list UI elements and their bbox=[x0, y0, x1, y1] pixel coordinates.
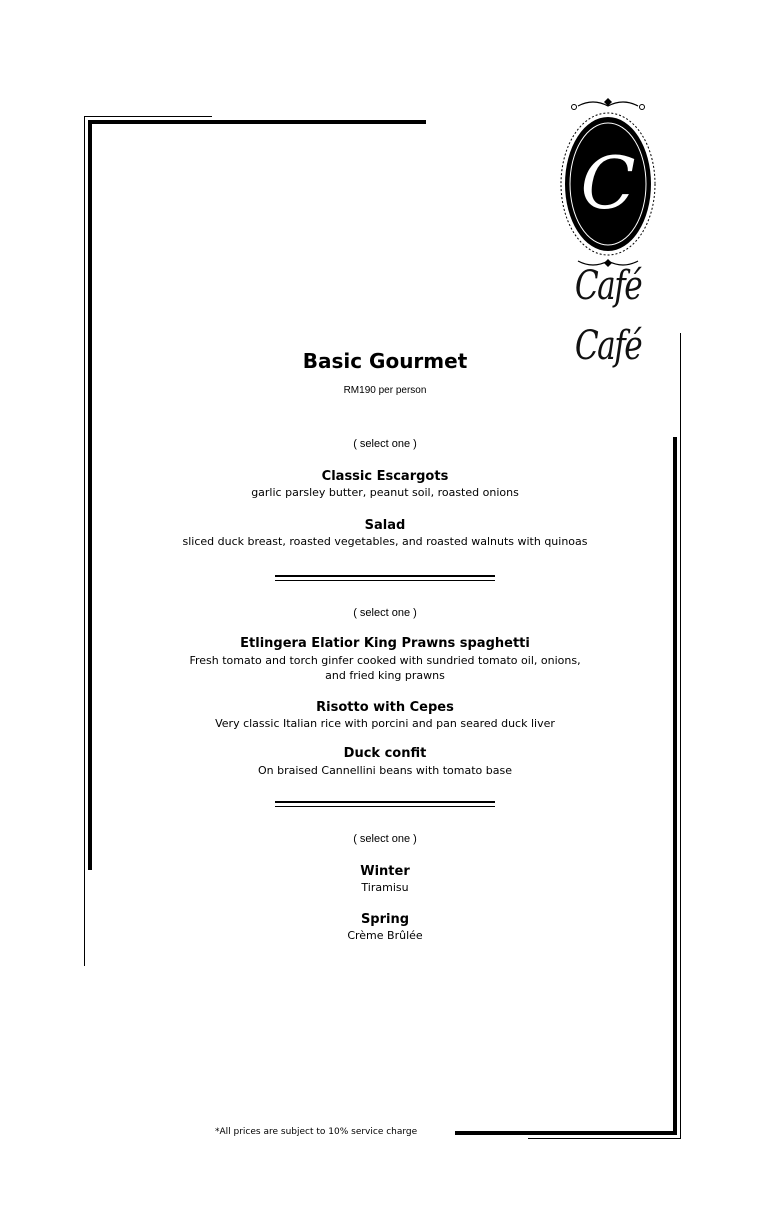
dish-name: Spring bbox=[360, 912, 410, 927]
frame-bottom-thin bbox=[528, 1138, 681, 1139]
frame-top-thick bbox=[88, 120, 426, 124]
frame-left-thick bbox=[88, 120, 92, 870]
course-1-select-label: ( select one ) bbox=[353, 438, 417, 450]
dish-description: Fresh tomato and torch ginfer cooked with sundried tomato oil, onions, bbox=[189, 654, 581, 667]
frame-top-thin bbox=[84, 116, 212, 117]
dish-description: Crème Brûlée bbox=[347, 929, 423, 942]
dish-name: Risotto with Cepes bbox=[316, 700, 454, 715]
course-separator bbox=[275, 575, 495, 581]
service-charge-footnote: *All prices are subject to 10% service charge bbox=[215, 1127, 418, 1137]
dish-name: Salad bbox=[364, 518, 406, 533]
frame-right-thin bbox=[680, 333, 681, 1138]
course-2-select-label: ( select one ) bbox=[353, 607, 417, 619]
frame-right-thick bbox=[673, 437, 677, 1135]
dish-description: Very classic Italian rice with porcini and pan seared duck liver bbox=[215, 717, 555, 730]
logo-wordmark: Café Café bbox=[574, 263, 642, 369]
dish-description: Tiramisu bbox=[361, 881, 409, 894]
dish-name: Duck confit bbox=[343, 746, 427, 761]
course-separator bbox=[275, 801, 495, 807]
dish-description-continued: and fried king prawns bbox=[325, 669, 445, 682]
frame-left-thin bbox=[84, 116, 85, 966]
cafe-logo bbox=[538, 96, 678, 369]
menu-price: RM190 per person bbox=[343, 385, 427, 396]
menu-title: Basic Gourmet bbox=[302, 349, 468, 373]
dish-description: On braised Cannellini beans with tomato base bbox=[257, 764, 512, 777]
dish-description: garlic parsley butter, peanut soil, roasted onions bbox=[251, 486, 519, 499]
dish-description: sliced duck breast, roasted vegetables, and roasted walnuts with quinoas bbox=[182, 535, 588, 548]
frame-bottom-thick bbox=[455, 1131, 677, 1135]
course-3-select-label: ( select one ) bbox=[353, 833, 417, 845]
dish-name: Winter bbox=[360, 864, 410, 879]
monogram-letter: C bbox=[580, 141, 636, 225]
dish-name: Etlingera Elatior King Prawns spaghetti bbox=[240, 636, 530, 651]
dish-name: Classic Escargots bbox=[321, 469, 449, 484]
